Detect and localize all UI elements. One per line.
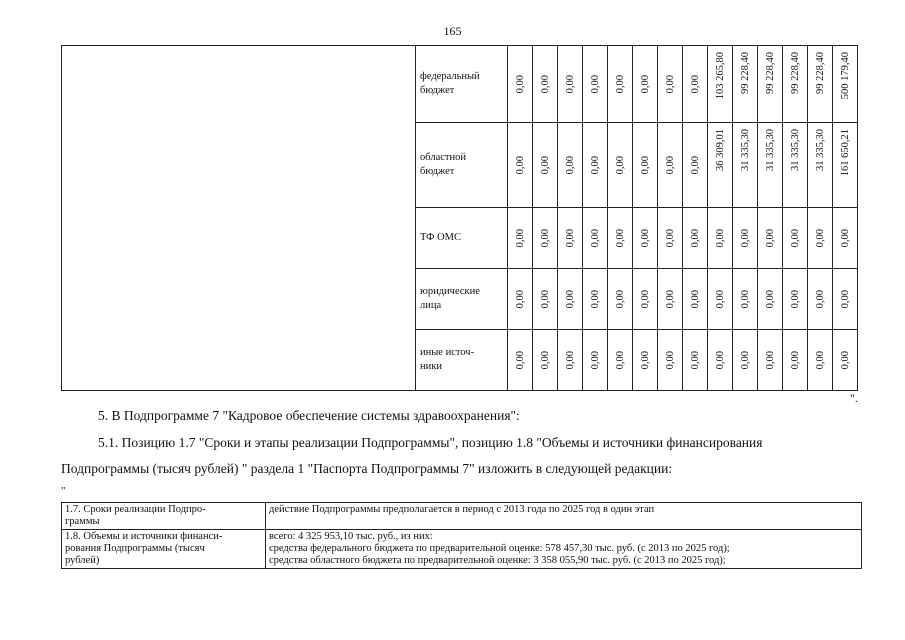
value-text: 0,00	[639, 155, 651, 175]
value-text: 0,00	[514, 289, 526, 309]
value-text: 99 228,40	[789, 52, 801, 94]
value-text: 0,00	[839, 350, 851, 370]
passport-table	[61, 502, 862, 569]
value-text: 0,00	[564, 74, 576, 94]
value-text: 31 335,30	[764, 129, 776, 171]
value-cell	[708, 123, 733, 208]
value-cell	[783, 269, 808, 330]
value-cell	[733, 269, 758, 330]
value-text: 0,00	[639, 350, 651, 370]
value-text: 500 179,40	[839, 52, 851, 100]
value-text: 0,00	[539, 228, 551, 248]
value-text: 0,00	[739, 350, 751, 370]
value-cell	[808, 208, 833, 269]
value-cell	[608, 46, 633, 123]
paragraph-5-1-line2: Подпрограммы (тысяч рублей) " раздела 1 "Паспорта Подпрограммы 7" изложить в следующей редакции:	[61, 461, 673, 476]
value-cell	[608, 269, 633, 330]
value-cell	[658, 46, 683, 123]
financing-row	[62, 46, 858, 123]
passport-row-1-8	[62, 530, 862, 569]
value-text: 0,00	[564, 289, 576, 309]
value-text: 0,00	[814, 350, 826, 370]
paragraph-5-1-line1: 5.1. Позицию 1.7 "Сроки и этапы реализации Подпрограммы", позицию 1.8 "Объемы и источники финансирования	[98, 435, 763, 450]
value-text: 0,00	[514, 74, 526, 94]
value-cell	[533, 330, 558, 391]
value-text: 0,00	[514, 155, 526, 175]
value-cell	[808, 123, 833, 208]
content-line: средства областного бюджета по предварительной оценке: 3 358 055,90 тыс. руб. (с 2013 по 2025 год);	[269, 555, 726, 566]
content-line: средства федерального бюджета по предварительной оценке: 578 457,30 тыс. руб. (с 2013 по 2025 год);	[269, 543, 730, 554]
value-cell	[683, 46, 708, 123]
value-text: 0,00	[514, 228, 526, 248]
value-cell	[508, 46, 533, 123]
label-line: граммы	[65, 516, 100, 527]
value-cell	[608, 330, 633, 391]
value-cell	[533, 269, 558, 330]
passport-label-cell	[62, 503, 266, 530]
value-cell	[758, 269, 783, 330]
value-cell	[733, 46, 758, 123]
value-cell	[558, 208, 583, 269]
value-cell	[633, 208, 658, 269]
value-text: 0,00	[539, 155, 551, 175]
value-text: 36 309,01	[714, 129, 726, 171]
value-cell	[558, 330, 583, 391]
value-cell	[533, 46, 558, 123]
financing-table	[61, 45, 858, 391]
value-cell	[558, 46, 583, 123]
value-text: 0,00	[514, 350, 526, 370]
passport-label-cell	[62, 530, 266, 569]
passport-row-1-7	[62, 503, 862, 530]
value-cell	[808, 330, 833, 391]
value-cell	[808, 269, 833, 330]
value-text: 0,00	[689, 228, 701, 248]
value-cell	[783, 123, 808, 208]
value-text: 0,00	[564, 350, 576, 370]
label-line: рублей)	[65, 555, 100, 566]
value-text: 99 228,40	[814, 52, 826, 94]
value-text: 0,00	[689, 289, 701, 309]
value-text: 0,00	[664, 228, 676, 248]
content-line: всего: 4 325 953,10 тыс. руб., из них:	[269, 531, 433, 542]
value-cell	[633, 46, 658, 123]
value-text: 31 335,30	[789, 129, 801, 171]
passport-content-cell	[266, 530, 862, 569]
passport-content-cell	[266, 503, 862, 530]
value-text: 0,00	[639, 74, 651, 94]
value-text: 0,00	[739, 289, 751, 309]
funding-source-cell: федеральный бюджет	[416, 46, 508, 123]
value-cell	[633, 123, 658, 208]
value-cell	[533, 123, 558, 208]
value-text: 0,00	[764, 289, 776, 309]
value-text: 0,00	[614, 350, 626, 370]
value-cell	[683, 123, 708, 208]
value-cell	[783, 208, 808, 269]
value-text: 0,00	[589, 74, 601, 94]
value-text: 0,00	[589, 289, 601, 309]
value-cell	[583, 123, 608, 208]
value-text: 0,00	[639, 228, 651, 248]
value-cell	[708, 269, 733, 330]
value-text: 0,00	[789, 228, 801, 248]
value-cell	[833, 208, 858, 269]
funding-source-cell: юридические лица	[416, 269, 508, 330]
value-cell	[633, 269, 658, 330]
value-cell	[508, 269, 533, 330]
value-cell	[583, 208, 608, 269]
closing-quote: ".	[850, 391, 858, 405]
value-cell	[708, 330, 733, 391]
value-text: 0,00	[689, 350, 701, 370]
value-text: 0,00	[689, 155, 701, 175]
value-text: 0,00	[664, 289, 676, 309]
value-cell	[758, 208, 783, 269]
value-text: 0,00	[664, 155, 676, 175]
value-cell	[733, 208, 758, 269]
value-cell	[733, 330, 758, 391]
value-text: 0,00	[814, 228, 826, 248]
value-text: 0,00	[639, 289, 651, 309]
value-cell	[758, 123, 783, 208]
value-cell	[783, 330, 808, 391]
value-cell	[683, 208, 708, 269]
value-cell	[783, 46, 808, 123]
value-text: 0,00	[589, 228, 601, 248]
value-text: 161 650,21	[839, 129, 851, 177]
value-text: 0,00	[714, 228, 726, 248]
value-text: 31 335,30	[814, 129, 826, 171]
value-text: 0,00	[789, 350, 801, 370]
value-text: 0,00	[614, 155, 626, 175]
value-text: 0,00	[689, 74, 701, 94]
value-cell	[508, 208, 533, 269]
value-cell	[558, 123, 583, 208]
value-cell	[833, 46, 858, 123]
value-cell	[658, 269, 683, 330]
label-line: рования Подпрограммы (тысяч	[65, 543, 205, 554]
value-text: 99 228,40	[739, 52, 751, 94]
value-text: 0,00	[589, 350, 601, 370]
label-line: 1.8. Объемы и источники финанси-	[65, 531, 223, 542]
value-cell	[683, 330, 708, 391]
value-text: 0,00	[664, 74, 676, 94]
paragraph-subprogram-7: 5. В Подпрограмме 7 "Кадровое обеспечение системы здравоохранения":	[98, 408, 520, 423]
label-line: 1.7. Сроки реализации Подпро-	[65, 504, 206, 515]
content-line: действие Подпрограммы предполагается в период с 2013 года по 2025 год в один этап	[269, 504, 655, 515]
value-text: 0,00	[539, 350, 551, 370]
value-cell	[608, 123, 633, 208]
value-cell	[683, 269, 708, 330]
value-cell	[708, 46, 733, 123]
value-cell	[508, 330, 533, 391]
value-text: 0,00	[714, 350, 726, 370]
value-text: 0,00	[764, 350, 776, 370]
value-cell	[508, 123, 533, 208]
value-text: 0,00	[539, 74, 551, 94]
value-text: 0,00	[614, 289, 626, 309]
value-text: 0,00	[814, 289, 826, 309]
value-cell	[833, 330, 858, 391]
value-text: 0,00	[764, 228, 776, 248]
value-cell	[833, 123, 858, 208]
value-cell	[583, 330, 608, 391]
funding-source-cell: областной бюджет	[416, 123, 508, 208]
value-cell	[533, 208, 558, 269]
value-text: 99 228,40	[764, 52, 776, 94]
value-text: 0,00	[839, 228, 851, 248]
value-cell	[758, 46, 783, 123]
funding-source-cell: иные источ- ники	[416, 330, 508, 391]
value-cell	[758, 330, 783, 391]
value-text: 0,00	[539, 289, 551, 309]
empty-cell	[62, 46, 416, 391]
value-text: 0,00	[664, 350, 676, 370]
opening-quote: "	[61, 485, 66, 497]
value-cell	[558, 269, 583, 330]
value-cell	[658, 208, 683, 269]
value-cell	[658, 123, 683, 208]
value-text: 0,00	[564, 228, 576, 248]
value-text: 0,00	[564, 155, 576, 175]
value-cell	[708, 208, 733, 269]
value-cell	[583, 269, 608, 330]
value-text: 0,00	[614, 74, 626, 94]
value-cell	[658, 330, 683, 391]
value-cell	[608, 208, 633, 269]
value-text: 31 335,30	[739, 129, 751, 171]
page-number: 165	[443, 24, 462, 38]
value-cell	[808, 46, 833, 123]
value-text: 0,00	[714, 289, 726, 309]
value-cell	[733, 123, 758, 208]
value-text: 0,00	[789, 289, 801, 309]
value-text: 0,00	[614, 228, 626, 248]
value-text: 0,00	[739, 228, 751, 248]
value-text: 0,00	[589, 155, 601, 175]
value-cell	[833, 269, 858, 330]
value-cell	[583, 46, 608, 123]
value-text: 103 265,80	[714, 52, 726, 100]
value-text: 0,00	[839, 289, 851, 309]
funding-source-cell: ТФ ОМС	[416, 208, 508, 269]
value-cell	[633, 330, 658, 391]
